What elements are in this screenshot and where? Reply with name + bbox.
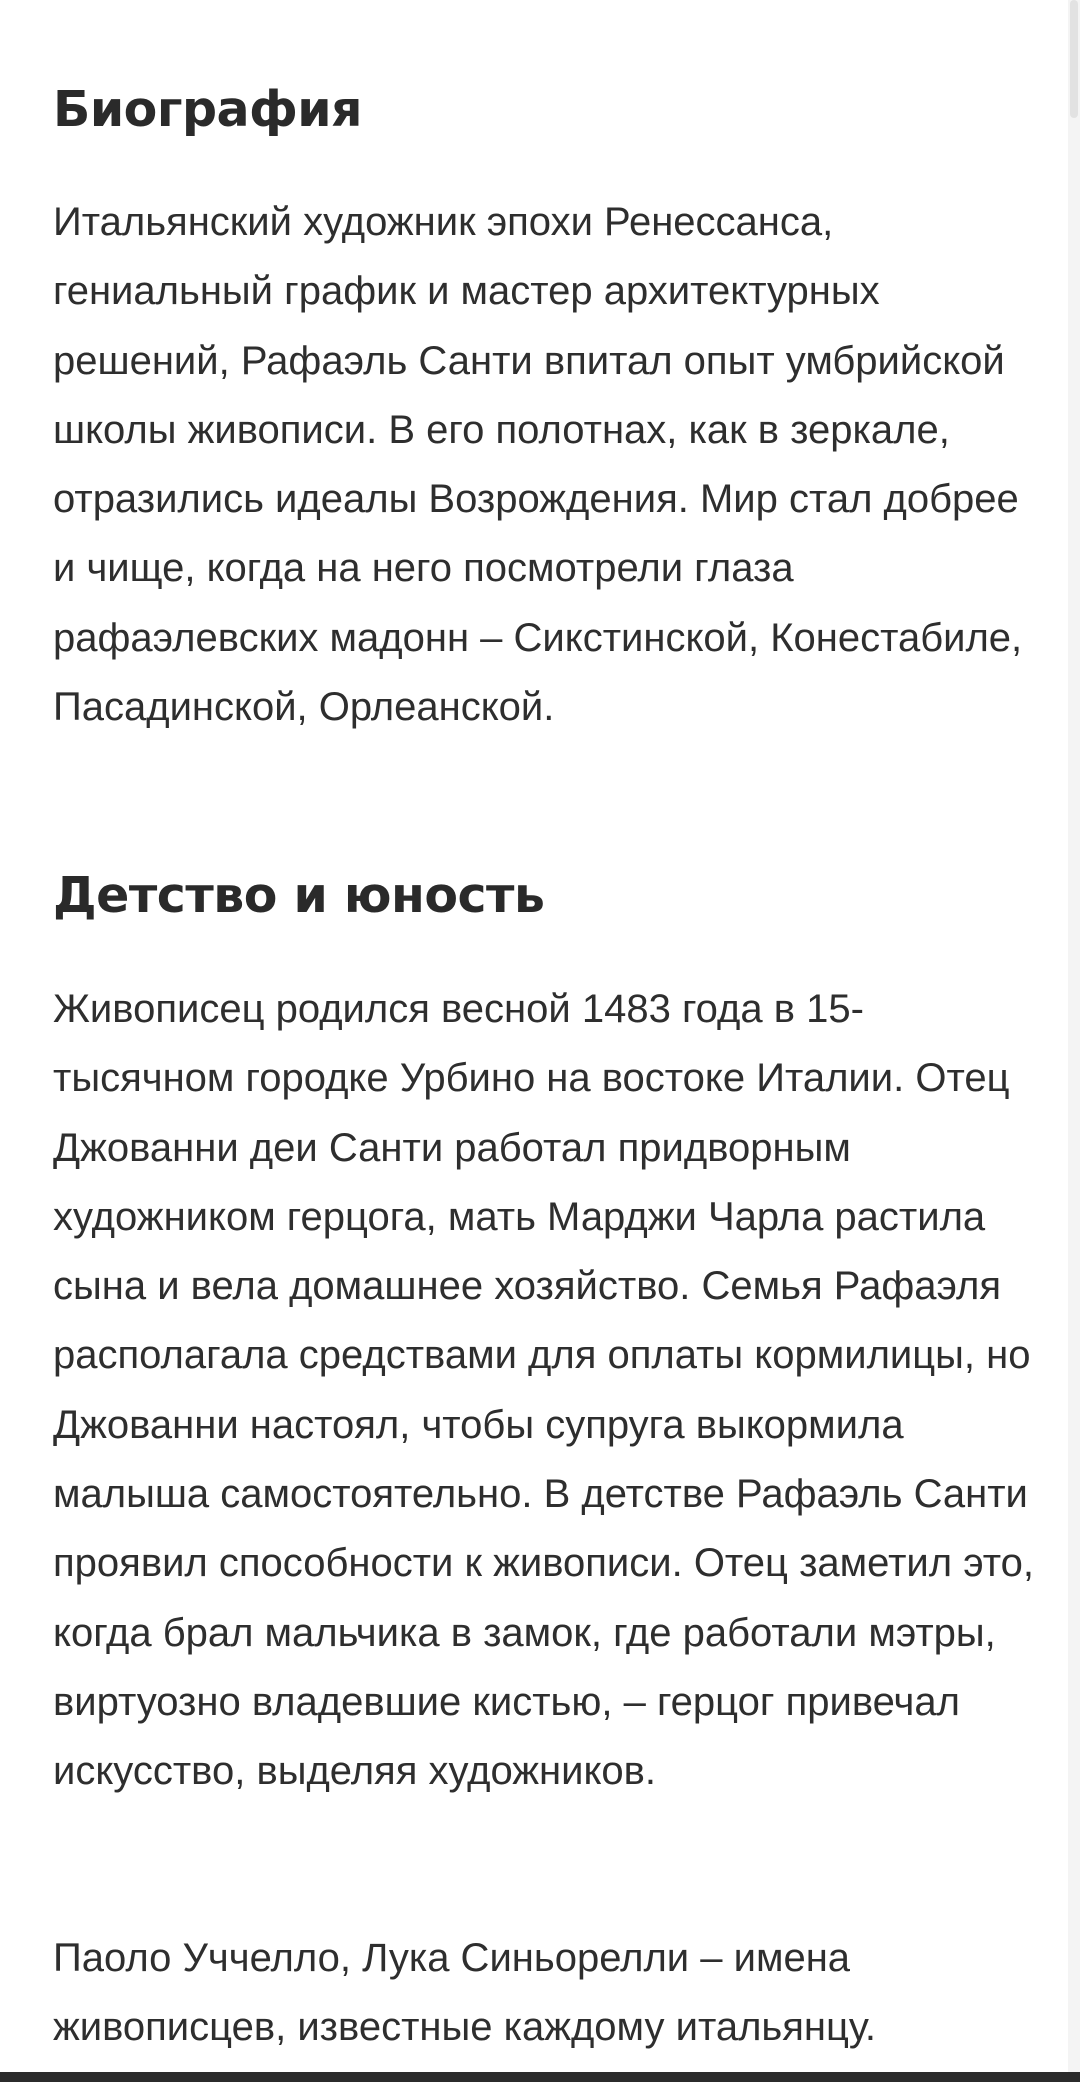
paragraph-childhood: Живописец родился весной 1483 года в 15-тысячном городке Урбино на востоке Италии. Отец Джованни деи Санти работал придворным художником герцога, мать Марджи Чарла растила сына и вела домашнее хозяйство. Семья Рафаэля располагала средствами для оплаты кормилицы, но Джованни настоял, чтобы супруга выкормила малыша самостоятельно. В детстве Рафаэль Санти проявил способности к живописи. Отец заметил это, когда брал мальчика в замок, где работали мэтры, виртуозно владевшие кистью, – герцог привечал искусство, выделяя художников. [53,987,1034,1794]
paragraph-biography: Итальянский художник эпохи Ренессанса, гениальный график и мастер архитектурных решений, Рафаэль Санти впитал опыт умбрийской школы живописи. В его полотнах, как в зеркале, отразились идеалы Возрождения. Мир стал добрее и чище, когда на него посмотрели глаза рафаэлевских мадонн – Сикстинской, Конестабиле, Пасадинской, Орлеанской. [53,200,1023,730]
heading-biography: Биография [53,81,362,138]
scrollbar-thumb[interactable] [1070,0,1078,118]
scrollbar[interactable] [1068,0,1080,2082]
paragraph-painters: Паоло Уччелло, Лука Синьорелли – имена живописцев, известные каждому итальянцу. [53,1936,877,2050]
heading-childhood: Детство и юность [53,867,545,924]
bottom-bar [0,2072,1080,2082]
